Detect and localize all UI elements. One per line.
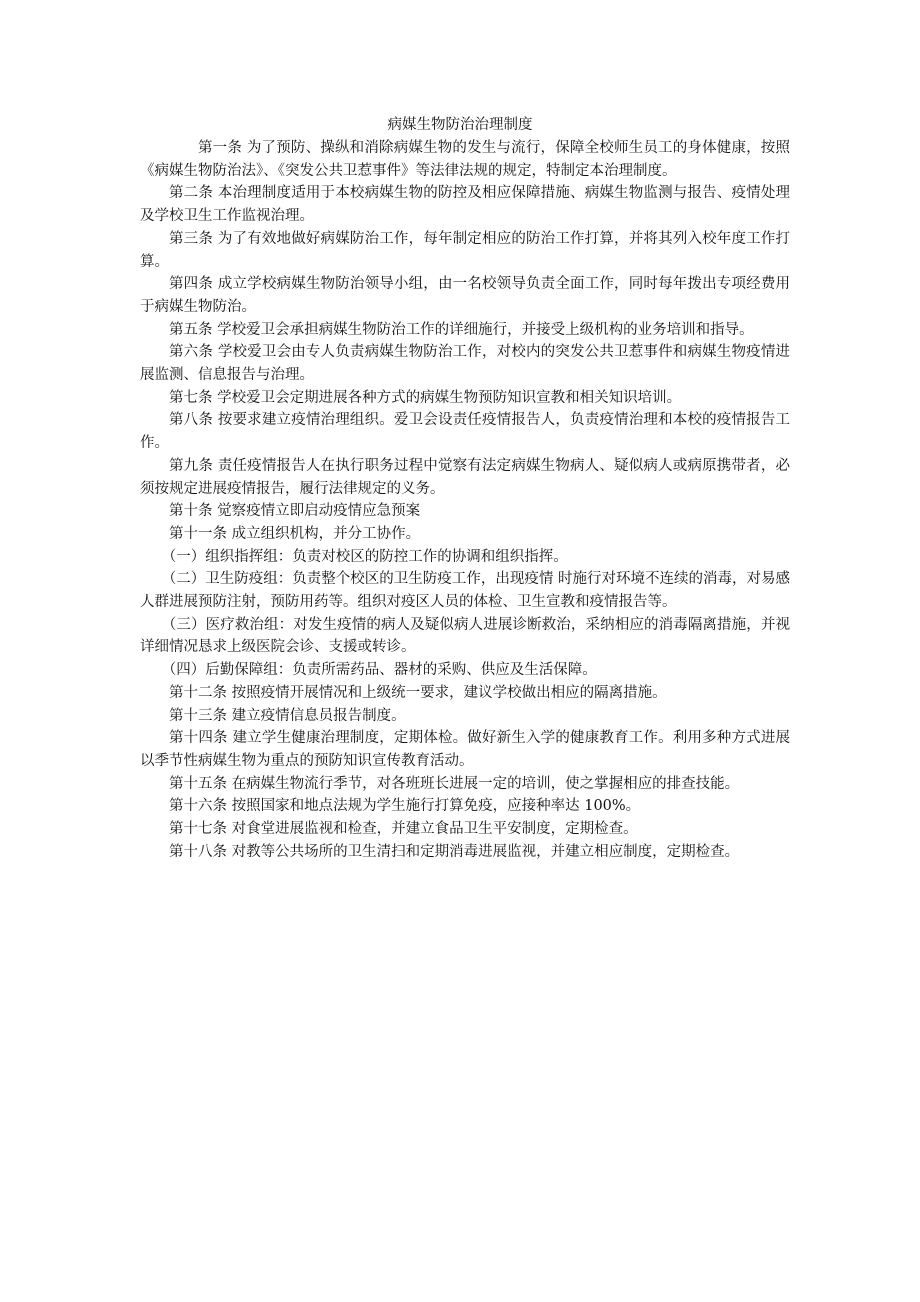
article-16: 第十六条 按照国家和地点法规为学生施行打算免疫，应接种率达 100%。 — [169, 798, 641, 815]
article-13: 第十三条 建立疫情信息员报告制度。 — [169, 707, 406, 724]
article-1: 第一条 为了预防、操纵和消除病媒生物的发生与流行，保障全校师生员工的身体健康，按照《病媒生物防治法》、《突发公共卫惹事件》等法律法规的规定，特制定本治理制度。 — [140, 140, 790, 179]
article-3: 第三条 为了有效地做好病媒防治工作，每年制定相应的防治工作打算，并将其列入校年度工作打算。 — [140, 230, 790, 270]
sub-item-command-group: （一）组织指挥组：负责对校区的防控工作的协调和组织指挥。 — [161, 548, 568, 565]
article-18: 第十八条 对教等公共场所的卫生清扫和定期消毒进展监视，并建立相应制度，定期检查。 — [169, 843, 740, 860]
article-9: 第九条 责任疫情报告人在执行职务过程中觉察有法定病媒生物病人、疑似病人或病原携带者，必须按规定进展疫情报告，履行法律规定的义务。 — [140, 457, 790, 497]
article-5: 第五条 学校爱卫会承担病媒生物防治工作的详细施行，并接受上级机构的业务培训和指导。 — [169, 321, 754, 338]
sub-item-medical-treatment-group: （三）医疗救治组：对发生疫情的病人及疑似病人进展诊断救治，采纳相应的消毒隔离措施，并视详细情况恳求上级医院会诊、支援或转诊。 — [140, 616, 790, 656]
article-14: 第十四条 建立学生健康治理制度，定期体检。做好新生入学的健康教育工作。利用多种方式进展以季节性病媒生物为重点的预防知识宣传教育活动。 — [140, 730, 790, 769]
article-12: 第十二条 按照疫情开展情况和上级统一要求，建议学校做出相应的隔离措施。 — [169, 684, 667, 701]
article-11: 第十一条 成立组织机构，并分工协作。 — [169, 525, 421, 542]
document-title: 病媒生物防治治理制度 — [387, 117, 533, 133]
article-15: 第十五条 在病媒生物流行季节，对各班班长进展一定的培训，使之掌握相应的排查技能。 — [169, 775, 740, 792]
article-7: 第七条 学校爱卫会定期进展各种方式的病媒生物预防知识宣教和相关知识培训。 — [169, 389, 682, 406]
article-4: 第四条 成立学校病媒生物防治领导小组，由一名校领导负责全面工作，同时每年拨出专项经费用于病媒生物防治。 — [140, 276, 790, 315]
article-17: 第十七条 对食堂进展监视和检查，并建立食品卫生平安制度，定期检查。 — [169, 821, 638, 838]
document-body — [140, 137, 790, 864]
article-2: 第二条 本治理制度适用于本校病媒生物的防控及相应保障措施、病媒生物监测与报告、疫情处理及学校卫生工作监视治理。 — [140, 185, 790, 225]
article-8: 第八条 按要求建立疫情治理组织。爱卫会设责任疫情报告人，负责疫情治理和本校的疫情报告工作。 — [140, 412, 790, 452]
sub-item-logistics-group: （四）后勤保障组：负责所需药品、器材的采购、供应及生活保障。 — [161, 662, 597, 679]
article-6: 第六条 学校爱卫会由专人负责病媒生物防治工作，对校内的突发公共卫惹事件和病媒生物疫情进展监测、信息报告与治理。 — [140, 344, 790, 384]
sub-item-epidemic-prevention-group: （二）卫生防疫组：负责整个校区的卫生防疫工作，出现疫情 时施行对环境不连续的消毒，对易感人群进展预防注射，预防用药等。组织对疫区人员的体检、卫生宣教和疫情报告等。 — [140, 571, 790, 611]
article-10: 第十条 觉察疫情立即启动疫情应急预案 — [169, 503, 421, 520]
